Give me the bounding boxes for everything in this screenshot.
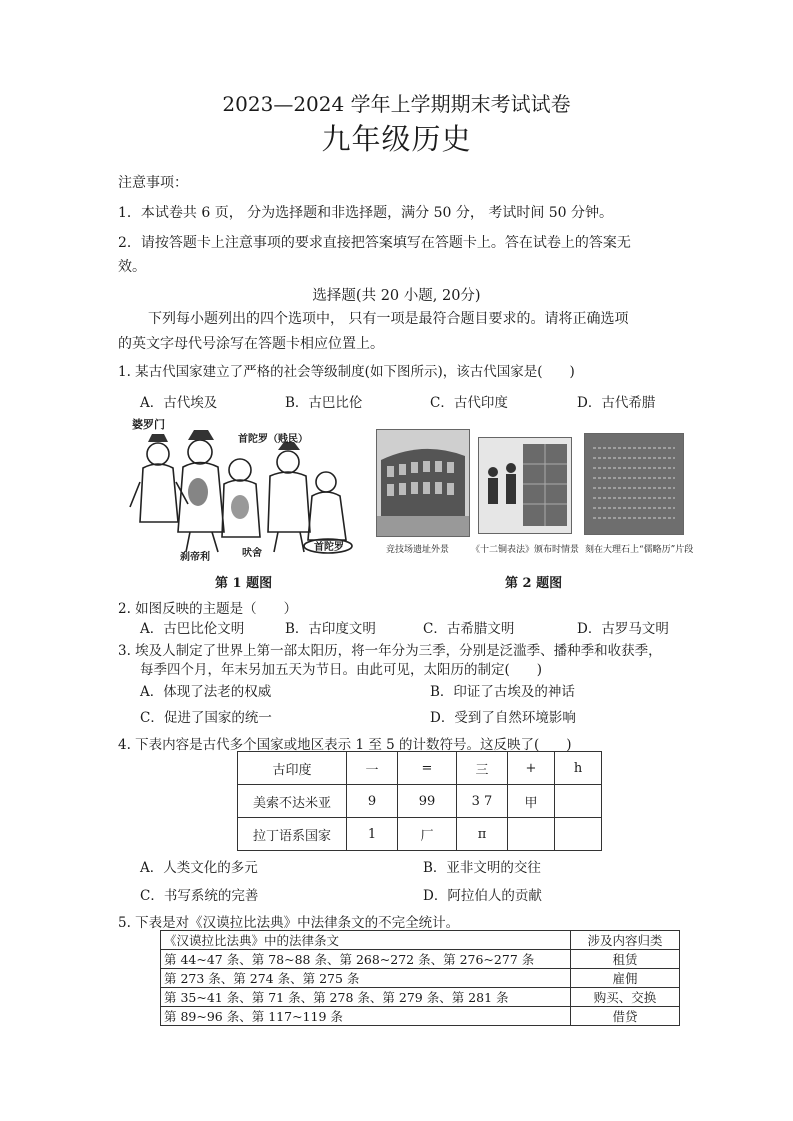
q2-stem: 2. 如图反映的主题是（ ）	[118, 601, 298, 617]
label-untouchable: 首陀罗（贱民）	[238, 434, 308, 445]
q4-option-c: C．书写系统的完善	[140, 888, 259, 904]
q1-option-b: B．古巴比伦	[285, 395, 363, 411]
table-row	[238, 785, 602, 818]
colosseum-image	[377, 430, 469, 536]
table-row	[161, 950, 680, 969]
table-cell: 古印度	[238, 752, 347, 785]
photo-caption-julian: 刻在大理石上“儒略历”片段	[585, 545, 694, 555]
table-header-articles: 《汉谟拉比法典》中的法律条文	[161, 931, 571, 950]
q2-option-c: C．古希腊文明	[423, 621, 515, 637]
label-kshatriya: 刹帝利	[180, 552, 210, 563]
table-cell: 一	[347, 752, 398, 785]
q3-option-d: D．受到了自然环境影响	[430, 710, 576, 726]
section-intro-line1: 下列每小题列出的四个选项中， 只有一项是最符合题目要求的。请将正确选项	[148, 311, 629, 327]
table-header-category: 涉及内容归类	[571, 931, 680, 950]
photo-caption-colosseum: 竞技场遗址外景	[386, 545, 450, 555]
table-cell: 9	[347, 785, 398, 818]
section-title: 选择题(共 20 小题, 20分)	[312, 288, 481, 304]
table-cell: 第 44~47 条、第 78~88 条、第 268~272 条、第 276~277 条	[161, 950, 571, 969]
q3-option-c: C．促进了国家的统一	[140, 710, 272, 726]
table-cell: 租赁	[571, 950, 680, 969]
table-row	[161, 1007, 680, 1026]
table-cell: h	[555, 752, 602, 785]
exam-subtitle: 九年级历史	[321, 122, 472, 156]
table-cell: 第 35~41 条、第 71 条、第 278 条、第 279 条、第 281 条	[161, 988, 571, 1007]
notice-heading: 注意事项：	[118, 175, 188, 191]
q1-option-c: C．古代印度	[430, 395, 508, 411]
exam-title: 2023—2024 学年上学期期末考试试卷	[222, 92, 571, 116]
q1-stem: 1. 某古代国家建立了严格的社会等级制度(如下图所示)，该古代国家是( )	[118, 364, 575, 380]
table-cell: 厂	[398, 818, 457, 851]
table-header-row	[161, 931, 680, 950]
table-cell: 第 89~96 条、第 117~119 条	[161, 1007, 571, 1026]
section-intro-line2: 的英文字母代号涂写在答题卡相应位置上。	[118, 336, 384, 352]
table-cell	[555, 818, 602, 851]
q4-option-b: B．亚非文明的交往	[423, 860, 541, 876]
twelve-tables-image	[479, 438, 571, 533]
table-cell: 甲	[508, 785, 555, 818]
q4-stem: 4. 下表内容是古代多个国家或地区表示 1 至 5 的计数符号。这反映了( )	[118, 737, 572, 753]
table-cell: 第 273 条、第 274 条、第 275 条	[161, 969, 571, 988]
label-shudra: 首陀罗	[314, 542, 344, 553]
label-vaishya: 吠舍	[242, 548, 262, 559]
table-row	[238, 752, 602, 785]
table-cell: 三	[457, 752, 508, 785]
table-cell: =	[398, 752, 457, 785]
table-cell: 借贷	[571, 1007, 680, 1026]
table-cell: 1	[347, 818, 398, 851]
notice-item-2-line1: 2．请按答题卡上注意事项的要求直接把答案填写在答题卡上。答在试卷上的答案无	[118, 235, 631, 251]
q3-option-a: A．体现了法老的权威	[140, 684, 272, 700]
q1-option-d: D．古代希腊	[577, 395, 656, 411]
q2-option-b: B．古印度文明	[285, 621, 376, 637]
q2-option-d: D．古罗马文明	[577, 621, 669, 637]
law-articles-table	[160, 930, 680, 1026]
table-row	[161, 988, 680, 1007]
q4-option-d: D．阿拉伯人的贡献	[423, 888, 542, 904]
q3-stem-line2: 每季四个月，年末另加五天为节日。由此可见，太阳历的制定( )	[140, 662, 543, 678]
photo-caption-twelve-tables: 《十二铜表法》颁布时情景	[471, 545, 580, 555]
notice-item-1: 1．本试卷共 6 页， 分为选择题和非选择题，满分 50 分， 考试时间 50 分钟。	[118, 205, 614, 221]
table-cell	[508, 818, 555, 851]
caste-illustration	[128, 412, 360, 562]
twelve-tables-photo	[478, 437, 572, 534]
julian-calendar-photo	[584, 433, 684, 535]
table-cell: 3 7	[457, 785, 508, 818]
table-cell: +	[508, 752, 555, 785]
colosseum-photo	[376, 429, 470, 537]
table-row	[238, 818, 602, 851]
notice-item-2-line2: 效。	[118, 259, 146, 275]
table-cell: 购买、交换	[571, 988, 680, 1007]
table-cell: π	[457, 818, 508, 851]
table-cell	[555, 785, 602, 818]
q3-option-b: B．印证了古埃及的神话	[430, 684, 575, 700]
label-brahmin: 婆罗门	[132, 418, 165, 431]
q1-option-a: A．古代埃及	[140, 395, 218, 411]
q4-option-a: A．人类文化的多元	[140, 860, 258, 876]
q2-option-a: A．古巴比伦文明	[140, 621, 245, 637]
figure1-caption: 第 1 题图	[215, 576, 273, 591]
numerals-table	[237, 751, 602, 851]
julian-calendar-image	[585, 434, 683, 534]
table-cell: 拉丁语系国家	[238, 818, 347, 851]
q5-stem: 5. 下表是对《汉谟拉比法典》中法律条文的不完全统计。	[118, 915, 460, 931]
table-cell: 美索不达米亚	[238, 785, 347, 818]
q3-stem-line1: 3. 埃及人制定了世界上第一部太阳历，将一年分为三季，分别是泛滥季、播种季和收获季，	[118, 643, 662, 659]
figure2-caption: 第 2 题图	[505, 576, 563, 591]
table-row	[161, 969, 680, 988]
table-cell: 99	[398, 785, 457, 818]
table-cell: 雇佣	[571, 969, 680, 988]
